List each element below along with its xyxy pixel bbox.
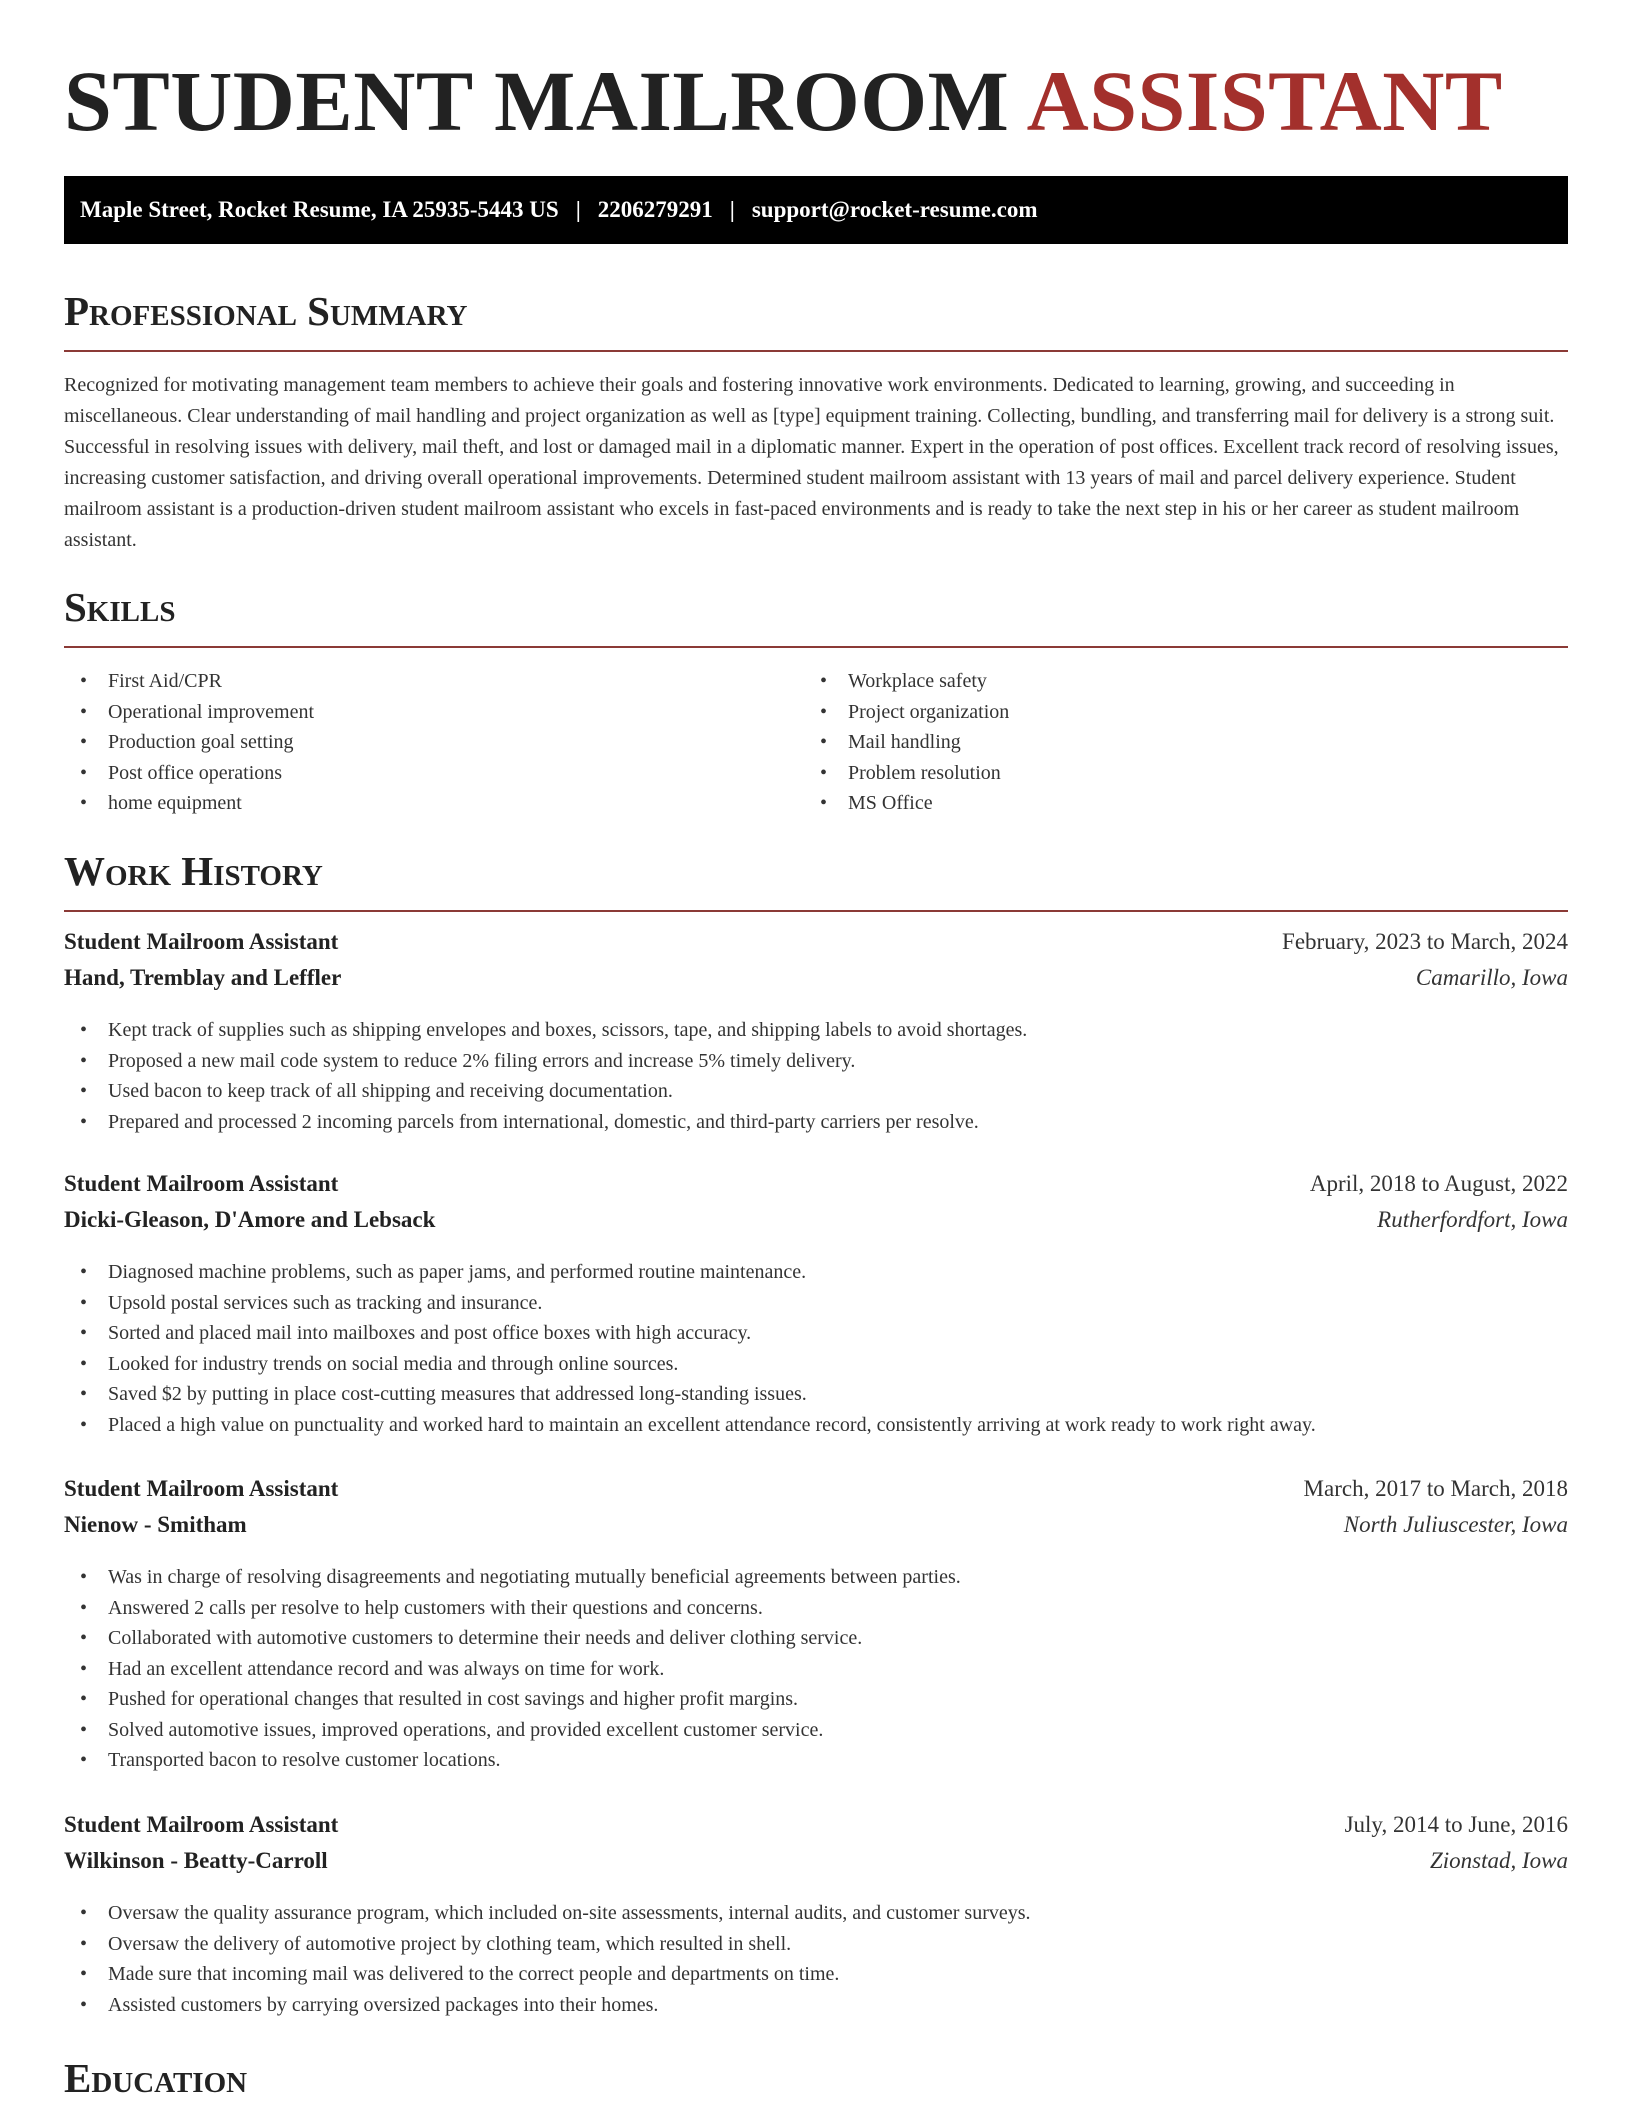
job-title: Student Mailroom Assistant — [64, 1812, 339, 1837]
job-title: Student Mailroom Assistant — [64, 929, 339, 954]
skills-list — [64, 666, 1568, 819]
job-duty: • Looked for industry trends on social media and through online sources. — [64, 1349, 1568, 1380]
job-duty: • Transported bacon to resolve customer locations. — [64, 1745, 1568, 1776]
job-duty: • Oversaw the quality assurance program, which included on-site assessments, internal audits, and customer surveys. — [64, 1898, 1568, 1929]
job-duty: • Used bacon to keep track of all shipping and receiving documentation. — [64, 1076, 1568, 1107]
job-dates: April, 2018 to August, 2022 — [1309, 1171, 1568, 1196]
job-duty: • Assisted customers by carrying oversized packages into their homes. — [64, 1990, 1568, 2021]
job-duty: • Placed a high value on punctuality and worked hard to maintain an excellent attendance record, consistently arriving at work ready to work right away. — [64, 1410, 1568, 1441]
job-duty: • Proposed a new mail code system to reduce 2% filing errors and increase 5% timely delivery. — [64, 1046, 1568, 1077]
job-company: Dicki-Gleason, D'Amore and Lebsack — [64, 1207, 436, 1232]
job-company: Hand, Tremblay and Leffler — [64, 965, 342, 990]
skill-item: • Problem resolution — [804, 758, 1544, 789]
skill-item: • Post office operations — [64, 758, 804, 789]
contact-separator: | — [575, 197, 581, 222]
contact-bar — [64, 176, 1568, 244]
job-duty: • Had an excellent attendance record and was always on time for work. — [64, 1654, 1568, 1685]
job-duty: • Diagnosed machine problems, such as paper jams, and performed routine maintenance. — [64, 1257, 1568, 1288]
job-duty: • Answered 2 calls per resolve to help customers with their questions and concerns. — [64, 1593, 1568, 1624]
contact-address: Maple Street, Rocket Resume, IA 25935-5443 US — [80, 197, 559, 222]
skill-item: • Production goal setting — [64, 727, 804, 758]
education-heading: Education — [64, 2055, 248, 2101]
resume-title — [64, 53, 1503, 149]
section-divider — [64, 910, 1568, 912]
skill-item: • Operational improvement — [64, 697, 804, 728]
job-duty: • Kept track of supplies such as shipping envelopes and boxes, scissors, tape, and shipping labels to avoid shortages. — [64, 1015, 1568, 1046]
title-accent: ASSISTANT — [1026, 53, 1503, 149]
section-divider — [64, 646, 1568, 648]
job-duties — [64, 1015, 1568, 1137]
work-history-heading: Work History — [64, 848, 323, 894]
skills-heading: Skills — [64, 584, 176, 630]
skill-item: • MS Office — [804, 788, 1544, 819]
job-company: Nienow - Smitham — [64, 1512, 247, 1537]
job-entry — [64, 929, 1568, 1137]
contact-phone: 2206279291 — [597, 197, 713, 222]
job-duty: • Sorted and placed mail into mailboxes and post office boxes with high accuracy. — [64, 1318, 1568, 1349]
summary-text: Recognized for motivating management team members to achieve their goals and fostering innovative work environments. Dedicated to learning, growing, and succeeding in miscellaneous. Clear understanding of mail handling and project organization as well as [type] equipment training. Collecting, bundling, and transferring mail for delivery is a strong suit. Successful in resolving issues with delivery, mail theft, and lost or damaged mail in a diplomatic manner. Expert in the operation of post offices. Excellent track record of resolving issues, increasing customer satisfaction, and driving overall operational improvements. Determined student mailroom assistant with 13 years of mail and parcel delivery experience. Student mailroom assistant is a production-driven student mailroom assistant who excels in fast-paced environments and is ready to take the next step in his or her career as student mailroom assistant. — [64, 374, 1559, 551]
job-location: North Juliuscester, Iowa — [1343, 1512, 1568, 1537]
job-location: Zionstad, Iowa — [1429, 1848, 1568, 1873]
title-main: STUDENT MAILROOM — [64, 53, 1010, 149]
job-duty: • Saved $2 by putting in place cost-cutting measures that addressed long-standing issues. — [64, 1379, 1568, 1410]
job-duties — [64, 1562, 1568, 1776]
section-divider — [64, 350, 1568, 352]
job-duty: • Made sure that incoming mail was delivered to the correct people and departments on time. — [64, 1959, 1568, 1990]
contact-separator: | — [729, 197, 735, 222]
job-duty: • Was in charge of resolving disagreements and negotiating mutually beneficial agreements between parties. — [64, 1562, 1568, 1593]
job-entry — [64, 1812, 1568, 2020]
skill-item: • home equipment — [64, 788, 804, 819]
summary-heading: Professional Summary — [64, 288, 468, 334]
job-title: Student Mailroom Assistant — [64, 1476, 339, 1501]
job-duty: • Pushed for operational changes that resulted in cost savings and higher profit margins. — [64, 1684, 1568, 1715]
job-duty: • Solved automotive issues, improved operations, and provided excellent customer service. — [64, 1715, 1568, 1746]
job-duties — [64, 1257, 1568, 1440]
skills-column-left — [64, 666, 804, 819]
job-title: Student Mailroom Assistant — [64, 1171, 339, 1196]
skill-item: • Workplace safety — [804, 666, 1544, 697]
skill-item: • Project organization — [804, 697, 1544, 728]
skill-item: • First Aid/CPR — [64, 666, 804, 697]
job-dates: February, 2023 to March, 2024 — [1282, 929, 1568, 954]
job-duty: • Prepared and processed 2 incoming parcels from international, domestic, and third-party carriers per resolve. — [64, 1107, 1568, 1138]
job-dates: July, 2014 to June, 2016 — [1344, 1812, 1568, 1837]
job-duty: • Collaborated with automotive customers to determine their needs and deliver clothing service. — [64, 1623, 1568, 1654]
job-company: Wilkinson - Beatty-Carroll — [64, 1848, 328, 1873]
job-dates: March, 2017 to March, 2018 — [1303, 1476, 1568, 1501]
job-location: Camarillo, Iowa — [1415, 965, 1568, 990]
job-duty: • Oversaw the delivery of automotive project by clothing team, which resulted in shell. — [64, 1929, 1568, 1960]
job-entry — [64, 1171, 1568, 1440]
skill-item: • Mail handling — [804, 727, 1544, 758]
contact-email: support@rocket-resume.com — [751, 197, 1038, 222]
job-entry — [64, 1476, 1568, 1776]
job-location: Rutherfordfort, Iowa — [1377, 1207, 1568, 1232]
skills-column-right — [804, 666, 1544, 819]
job-duties — [64, 1898, 1568, 2020]
job-duty: • Upsold postal services such as tracking and insurance. — [64, 1288, 1568, 1319]
